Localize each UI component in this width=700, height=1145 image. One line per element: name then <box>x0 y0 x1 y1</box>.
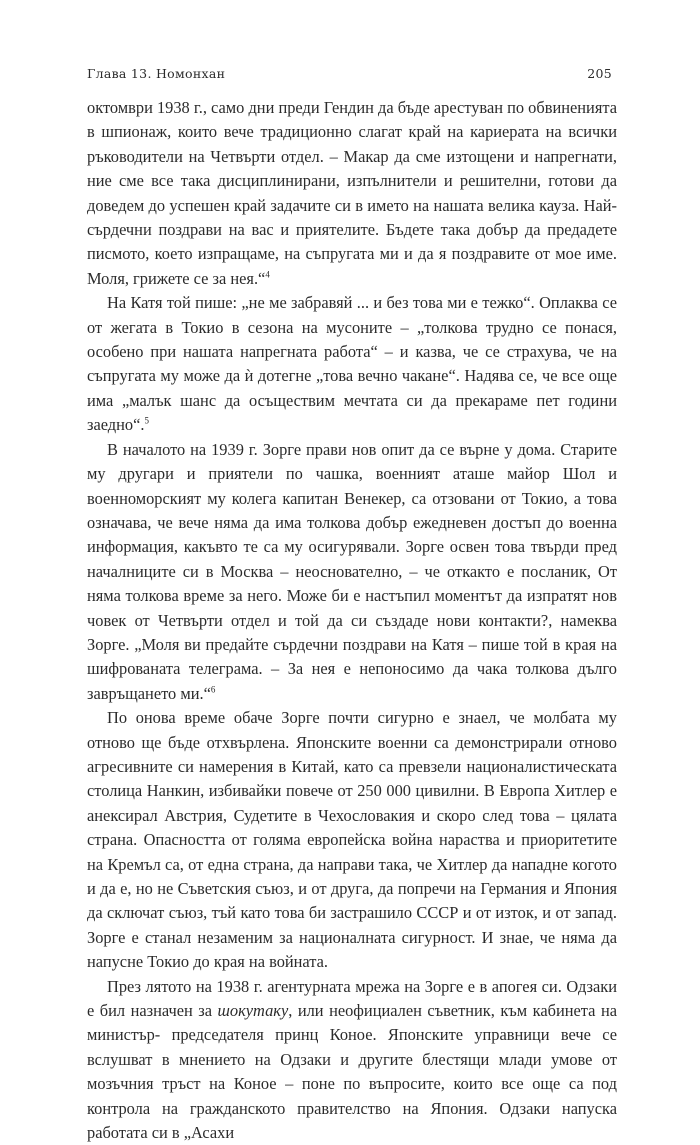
chapter-title: Глава 13. Номонхан <box>87 66 226 81</box>
paragraph-text: В началото на 1939 г. Зорге прави нов опит да се върне у дома. Старите му другари и приятели по чашка, военният аташе майор Шол и военноморският му колега капитан Венекер, са отзовани от Токио, а това означава, че вече няма да има толкова добър ежедневен достъп до военна информация, какъвто те са му осигурявали. Зорге освен това твърди пред началниците си в Москва – неоснователно, – че откакто е посланик, От няма толкова време за него. Може би е настъпил моментът да изпратят нов човек от Четвърти отдел и той да си създаде нови контакти?, намеква Зорге. „Моля ви предайте сърдечни поздрави на Катя – пише той в края на шифрованата телеграма. – За нея е непоносимо да чака толкова дълго завръщането ми.“ <box>87 439 617 703</box>
paragraph-text: На Катя той пише: „не ме забравяй ... и без това ми е тежко“. Оплаква се от жегата в Токио в сезона на мусоните – „толкова трудно се понася, особено при нашата напрегната работа“ – и казва, че се страхува, че на съпругата му може да ѝ дотегне „това вечно чакане“. Надява се, че все още има „малък шанс да осъществим мечтата си да прекараме пет години заедно“. <box>87 293 617 435</box>
emphasis-text: шокутаку <box>217 1001 289 1021</box>
paragraph-text: По онова време обаче Зорге почти сигурно е знаел, че молбата му отново ще бъде отхвърлена. Японските военни са демонстрирали отново агресивните си намерения в Китай, като са превзели националистическата столица Нанкин, избивайки повече от 250 000 цивилни. В Европа Хитлер е анексирал Австрия, Судетите в Чехословакия и скоро след това – цялата страна. Опасността от голяма европейска война нараства и приоритетите на Кремъл са, от една страна, да направи така, че Хитлер да нападне когото и да е, но не Съветския съюз, и от друга, да попречи на Германия и Япония да сключат съюз, тъй като това би застрашило СССР и от изток, и от запад. Зорге е станал незаменим за националната сигурност. И знае, че няма да напусне Токио до края на войната. <box>87 708 617 972</box>
paragraph <box>87 706 617 974</box>
paragraph-text: През лятото на 1938 г. агентурната мрежа на Зорге е в апогея си. Одзаки е бил назначен за <box>87 976 617 1021</box>
paragraph-text: октомври 1938 г., само дни преди Гендин да бъде арестуван по обвиненията в шпионаж, които вече традиционно слагат край на кариерата на всички ръководители на Четвърти отдел. – Макар да сме изтощени и напрегнати, ние сме все така дисциплинирани, изпълнители и решителни, готови да доведем до успешен край задачите си в името на нашата велика кауза. Най-сърдечни поздрави на вас и приятелите. Бъдете така добър да предадете писмото, което изпращаме, на съпругата ми и да я поздравите от мое име. Моля, грижете се за нея.“ <box>87 98 617 288</box>
paragraph <box>87 438 617 706</box>
running-header <box>87 66 612 81</box>
paragraph <box>87 291 617 437</box>
paragraph-text: , или неофициален съветник, към кабинета на министър- председателя принц Коное. Японските управници вече се вслушват в мнението на Одзаки и другите блестящи млади умове от мозъчния тръст на Коное – поне по въпросите, които все още са под контрола на гражданското правителство на Япония. Одзаки напуска работата си в „Асахи <box>87 1001 617 1143</box>
page-number: 205 <box>587 66 612 81</box>
footnote-ref: 6 <box>210 684 216 695</box>
paragraph <box>87 96 617 291</box>
footnote-ref: 4 <box>265 269 270 280</box>
paragraph <box>87 975 617 1145</box>
footnote-ref: 5 <box>144 415 149 426</box>
